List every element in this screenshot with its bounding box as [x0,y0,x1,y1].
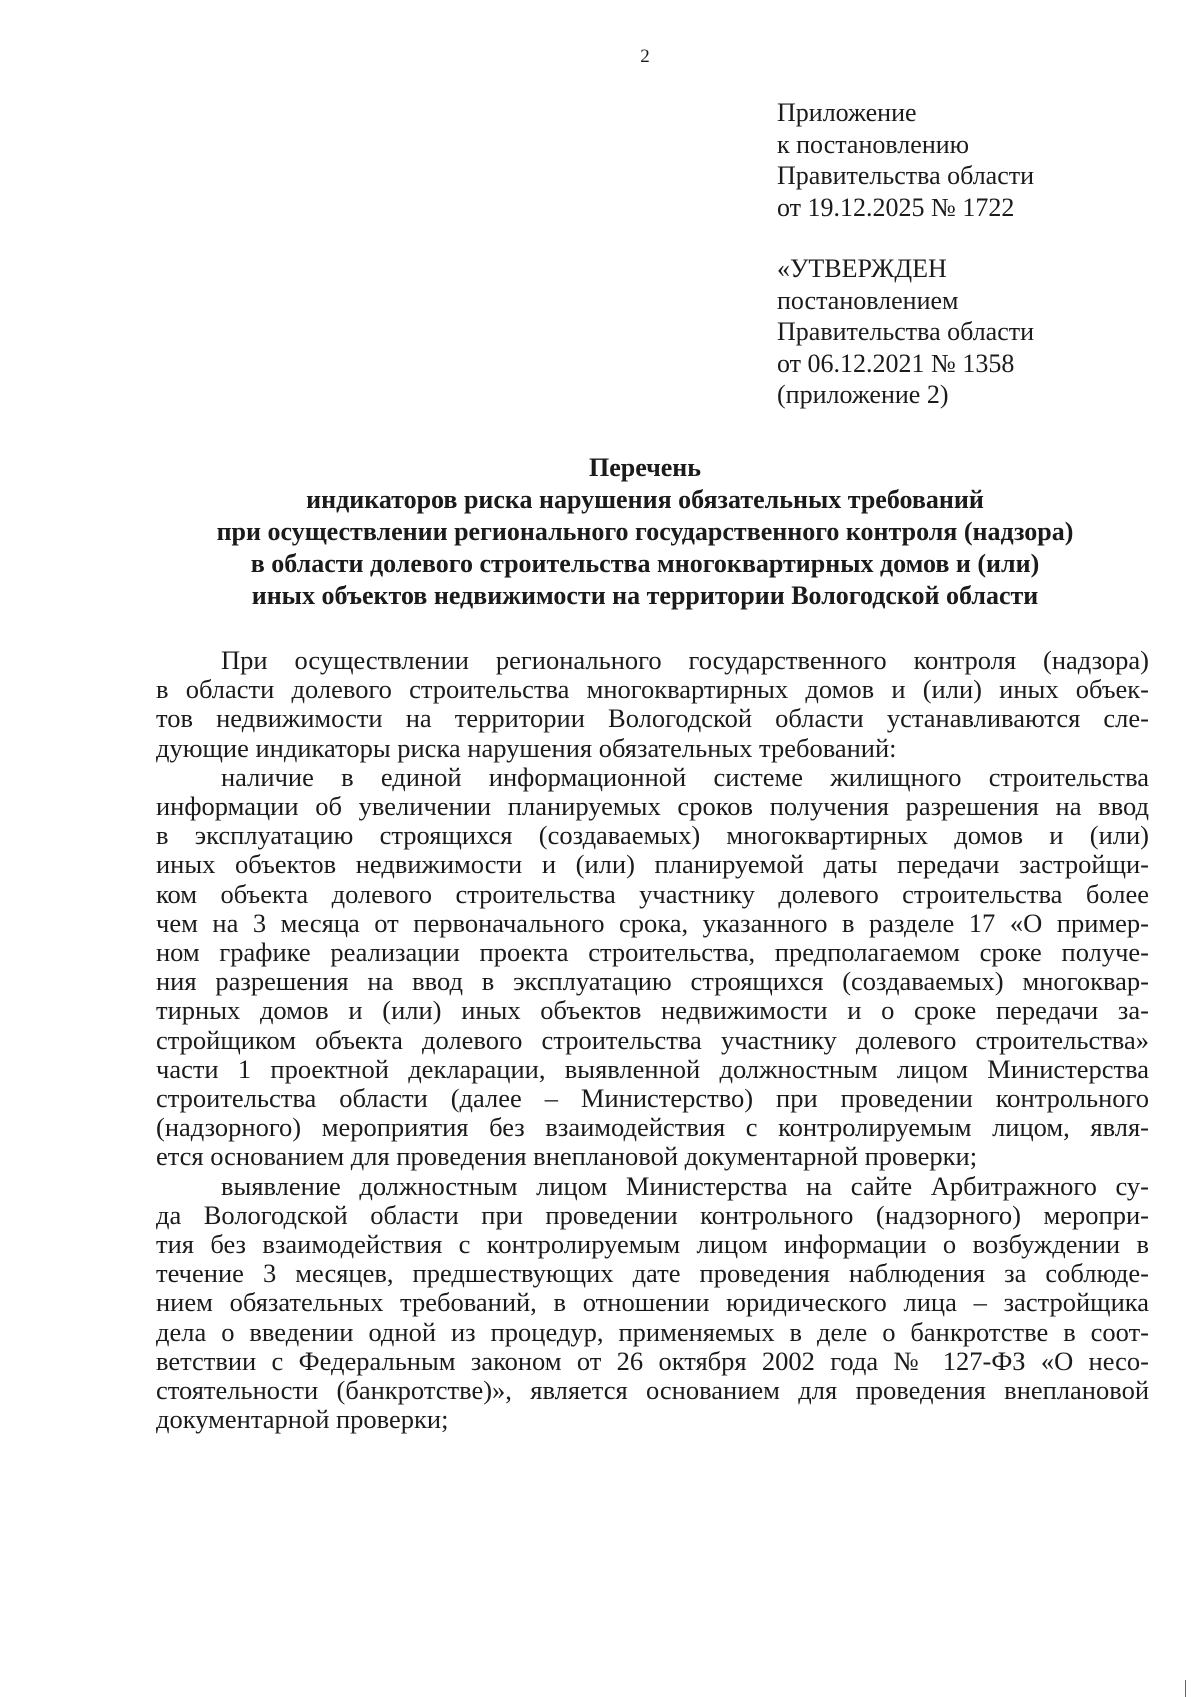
text-line: документарной проверки; [156,1404,449,1435]
approval-stamp-text [777,253,1034,411]
text-line: дующие индикаторы риска нарушения обязательных требований: [156,732,897,763]
text-line: тия без взаимодействия с контролируемым лицом информации о возбуждении в [156,1229,1149,1260]
text-line: наличие в единой информационной системе жилищного строительства [221,761,1149,792]
text-line: в эксплуатацию строящихся (создаваемых) многоквартирных домов и (или) [156,820,1149,851]
appendix-line: Приложение [777,98,917,127]
text-line: да Вологодской области при проведении контрольного (надзорного) меропри- [156,1199,1149,1230]
text-line: (надзорного) мероприятия без взаимодействия с контролируемым лицом, явля- [156,1112,1149,1143]
document-body [156,646,1149,1434]
approved-line: от 06.12.2021 № 1358 [777,348,1015,378]
page-number: 2 [640,46,650,67]
text-line: ном графике реализации проекта строительства, предполагаемом сроке получе- [156,937,1149,968]
approved-line: «УТВЕРЖДЕН [777,254,947,283]
text-line: тирных домов и (или) иных объектов недвижимости и о сроке передачи за- [156,995,1149,1026]
scan-edge-mark [1185,1680,1186,1697]
text-line: информации об увеличении планируемых сроков получения разрешения на ввод [156,791,1149,822]
paragraph-intro [156,646,1149,763]
text-line: стоятельности (банкротстве)», является основанием для проведения внеплановой [156,1375,1149,1406]
text-line: строительства области (далее – Министерство) при проведении контрольного [156,1083,1149,1114]
text-line: иных объектов недвижимости и (или) планируемой даты передачи застройщи- [156,849,1149,880]
text-line: части 1 проектной декларации, выявленной должностным лицом Министерства [156,1053,1149,1084]
text-line: ния разрешения на ввод в эксплуатацию строящихся (создаваемых) многоквар- [156,966,1149,997]
text-line: в области долевого строительства многоквартирных домов и (или) иных объек- [156,674,1149,705]
approved-line: постановлением [777,285,959,315]
text-line: чем на 3 месяца от первоначального срока, указанного в разделе 17 «О пример- [156,907,1149,938]
appendix-line: Правительства области [777,161,1035,190]
text-line: ветствии с Федеральным законом от 26 октября 2002 года № 127-ФЗ «О несо- [156,1345,1149,1376]
appendix-reference [777,97,1034,223]
text-line: стройщиком объекта долевого строительства участнику долевого строительства» [156,1024,1149,1055]
text-line: При осуществлении регионального государственного контроля (надзора) [221,645,1149,675]
text-line: дела о введении одной из процедур, применяемых в деле о банкротстве в соот- [156,1316,1149,1347]
paragraph-indicator-1 [156,763,1149,1172]
title-line: в области долевого строительства многоквартирных домов и (или) [250,549,1040,578]
text-line: ком объекта долевого строительства участнику долевого строительства более [156,878,1149,909]
document-title [0,452,1200,612]
text-line: тов недвижимости на территории Вологодской области устанавливаются сле- [156,703,1149,734]
title-line: при осуществлении регионального государственного контроля (надзора) [216,517,1074,546]
text-line: нием обязательных требований, в отношении юридического лица – застройщика [156,1287,1149,1318]
text-line: выявление должностным лицом Министерства на сайте Арбитражного су- [221,1170,1149,1201]
approved-line: Правительства области [777,317,1035,346]
appendix-line: от 19.12.2025 № 1722 [777,192,1015,222]
text-line: ется основанием для проведения внеплановой документарной проверки; [156,1141,978,1172]
approved-line: (приложение 2) [777,380,949,409]
title-line: индикаторов риска нарушения обязательных требований [306,485,984,514]
title-line: Перечень [588,453,702,482]
text-line: течение 3 месяцев, предшествующих дате проведения наблюдения за соблюде- [156,1258,1149,1289]
title-line: иных объектов недвижимости на территории Вологодской области [251,581,1039,610]
paragraph-indicator-2 [156,1172,1149,1435]
appendix-line: к постановлению [777,129,970,159]
